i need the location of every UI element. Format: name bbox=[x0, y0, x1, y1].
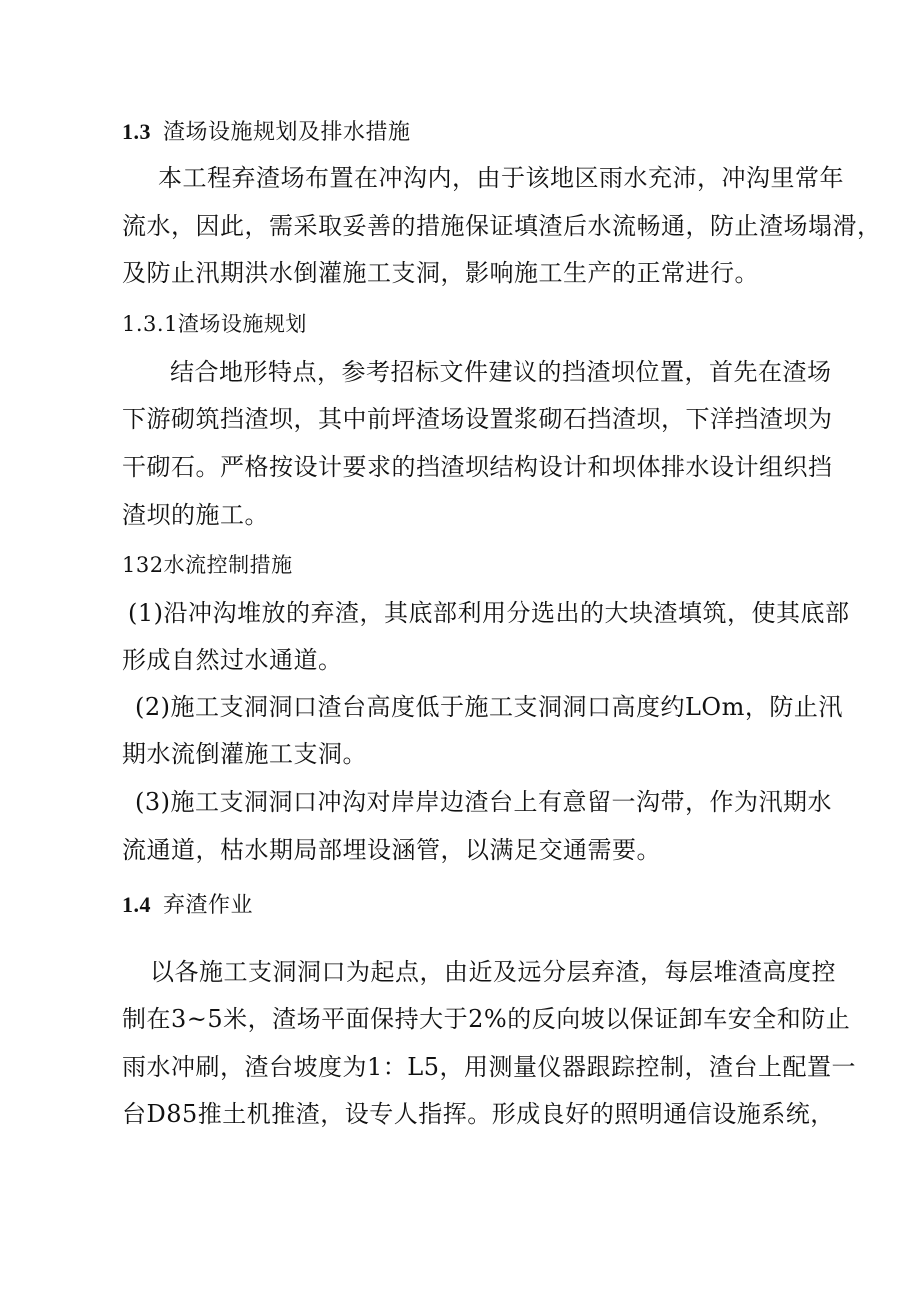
section-1-3-heading bbox=[122, 117, 411, 148]
intro-line-2: 流水，因此，需采取妥善的措施保证填渣后水流畅通，防止渣场塌滑， bbox=[122, 212, 882, 240]
section-1-4-title: 弃渣作业 bbox=[163, 893, 254, 918]
section-1-3-title: 渣场设施规划及排水措施 bbox=[163, 120, 411, 145]
item-2-line-2: 期水流倒灌施工支洞。 bbox=[122, 740, 367, 768]
section-1-3-1-line-4: 渣坝的施工。 bbox=[122, 501, 269, 529]
item-2-line-1: (2)施工支洞洞口渣台高度低于施工支洞洞口高度约LOm，防止汛 bbox=[135, 693, 843, 721]
section-1-3-1-line-1: 结合地形特点，参考招标文件建议的挡渣坝位置，首先在渣场 bbox=[170, 358, 832, 386]
section-1-4-line-4: 台D85推土机推渣，设专人指挥。形成良好的照明通信设施系统， bbox=[122, 1100, 835, 1128]
section-1-4-line-2: 制在3~5米，渣场平面保持大于2%的反向坡以保证卸车安全和防止 bbox=[122, 1005, 851, 1033]
section-1-3-1-line-3: 干砌石。严格按设计要求的挡渣坝结构设计和坝体排水设计组织挡 bbox=[122, 453, 833, 481]
item-1-line-1: (1)沿冲沟堆放的弃渣，其底部利用分选出的大块渣填筑，使其底部 bbox=[128, 599, 850, 627]
section-1-3-2-heading: 132水流控制措施 bbox=[122, 553, 293, 577]
section-1-3-1-line-2: 下游砌筑挡渣坝，其中前坪渣场设置浆砌石挡渣坝，下洋挡渣坝为 bbox=[122, 405, 833, 433]
intro-line-1: 本工程弃渣场布置在冲沟内，由于该地区雨水充沛，冲沟里常年 bbox=[158, 164, 844, 192]
item-3-line-2: 流通道，枯水期局部埋设涵管，以满足交通需要。 bbox=[122, 836, 661, 864]
section-1-4-number: 1.4 bbox=[122, 892, 151, 917]
section-1-3-1-heading: 1.3.1渣场设施规划 bbox=[122, 312, 307, 336]
section-1-4-line-1: 以各施工支洞洞口为起点，由近及远分层弃渣，每层堆渣高度控 bbox=[150, 958, 836, 986]
intro-line-3: 及防止汛期洪水倒灌施工支洞，影响施工生产的正常进行。 bbox=[122, 259, 759, 287]
item-3-line-1: (3)施工支洞洞口冲沟对岸岸边渣台上有意留一沟带，作为汛期水 bbox=[135, 788, 832, 816]
section-1-3-number: 1.3 bbox=[122, 119, 151, 144]
section-1-4-heading bbox=[122, 890, 253, 921]
section-1-4-line-3: 雨水冲刷，渣台坡度为1：L5，用测量仪器跟踪控制，渣台上配置一 bbox=[122, 1053, 856, 1081]
item-1-line-2: 形成自然过水通道。 bbox=[122, 646, 343, 674]
